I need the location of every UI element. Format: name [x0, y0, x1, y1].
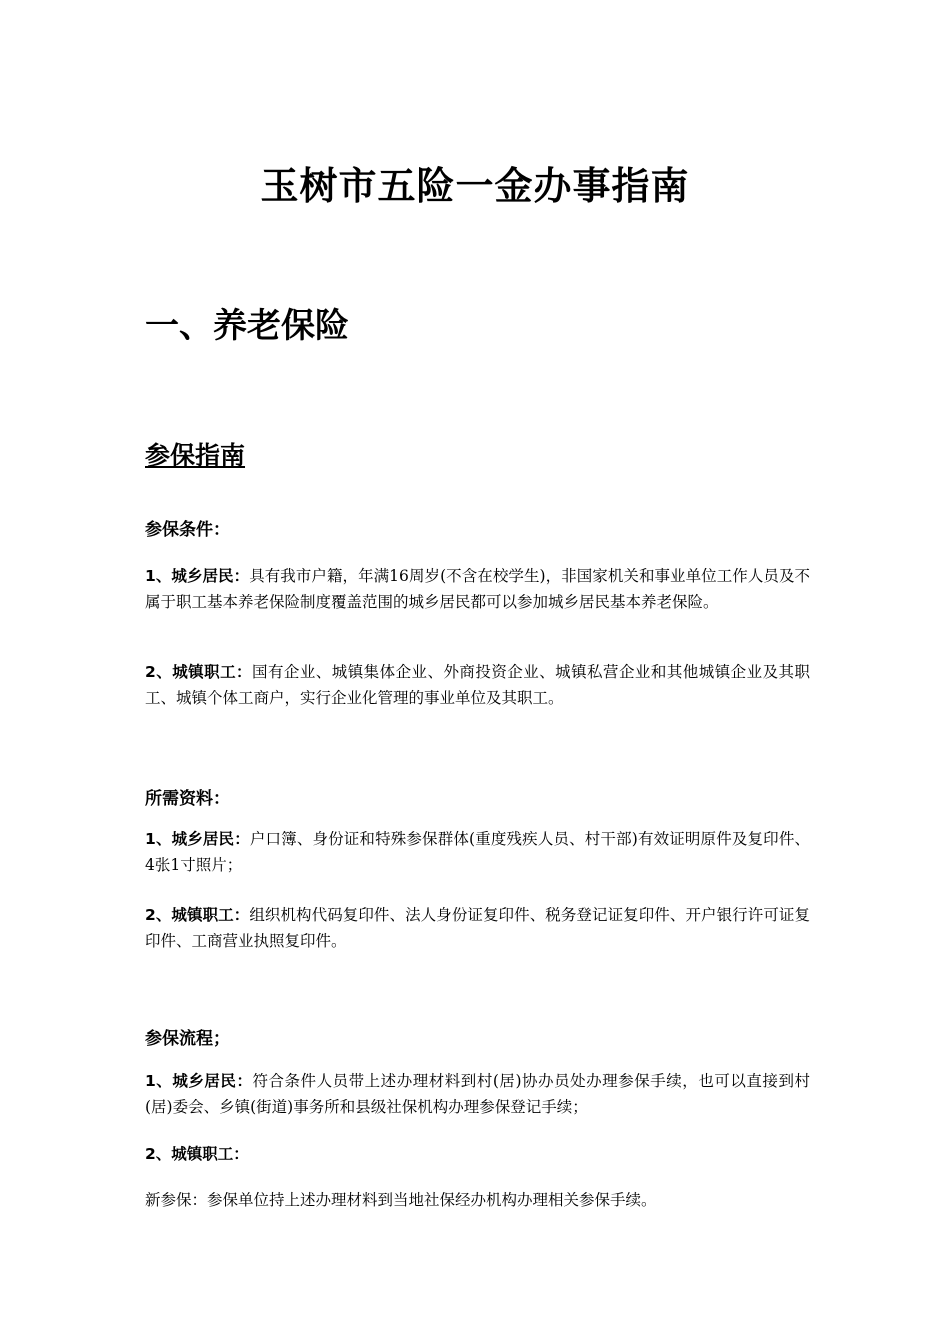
subsection-heading: 参保指南 — [145, 441, 246, 470]
item-text: 组织机构代码复印件、法人身份证复印件、税务登记证复印件、开户银行许可证复印件、工商营业执照复印件。 — [145, 906, 810, 950]
item-text: 符合条件人员带上述办理材料到村(居)协办员处办理参保手续，也可以直接到村(居)委会、乡镇(街道)事务所和县级社保机构办理参保登记手续； — [145, 1072, 810, 1116]
process-heading: 参保流程； — [145, 1029, 230, 1049]
item-text: 新参保：参保单位持上述办理材料到当地社保经办机构办理相关参保手续。 — [145, 1191, 657, 1209]
item-label: 2、城镇职工： — [145, 663, 252, 681]
section-heading: 一、养老保险 — [145, 306, 349, 346]
process-item-2 — [145, 1141, 810, 1167]
conditions-item-1 — [145, 563, 810, 615]
conditions-heading: 参保条件： — [145, 520, 230, 540]
process-item-3 — [145, 1187, 810, 1213]
item-text: 户口簿、身份证和特殊参保群体(重度残疾人员、村干部)有效证明原件及复印件、4张1寸照片； — [145, 830, 810, 874]
materials-heading: 所需资料： — [145, 789, 230, 809]
conditions-item-2 — [145, 659, 810, 711]
item-label: 2、城镇职工： — [145, 906, 250, 924]
item-label: 1、城乡居民： — [145, 567, 250, 585]
document-title: 玉树市五险一金办事指南 — [260, 164, 690, 208]
item-text: 国有企业、城镇集体企业、外商投资企业、城镇私营企业和其他城镇企业及其职工、城镇个体工商户，实行企业化管理的事业单位及其职工。 — [145, 663, 810, 707]
item-text: 具有我市户籍，年满16周岁(不含在校学生)，非国家机关和事业单位工作人员及不属于职工基本养老保险制度覆盖范围的城乡居民都可以参加城乡居民基本养老保险。 — [145, 567, 810, 611]
item-label: 1、城乡居民： — [145, 830, 250, 848]
materials-item-1 — [145, 826, 810, 878]
materials-item-2 — [145, 902, 810, 954]
item-label: 1、城乡居民： — [145, 1072, 253, 1090]
item-label: 2、城镇职工： — [145, 1145, 249, 1163]
process-item-1 — [145, 1068, 810, 1120]
